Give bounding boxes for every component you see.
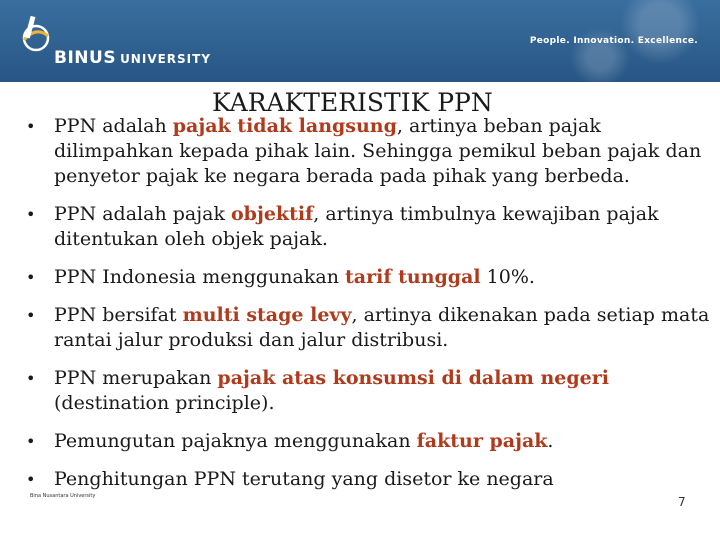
- bullet-item: [24, 366, 714, 416]
- bullet-highlight: objektif: [231, 203, 314, 225]
- bullet-dot-icon: •: [26, 268, 36, 287]
- footer-org: Bina Nusantara University: [30, 493, 96, 499]
- bullet-text-continued: .: [547, 430, 554, 452]
- bullet-text: PPN Indonesia menggunakan: [54, 266, 345, 288]
- tagline: People. Innovation. Excellence.: [529, 36, 698, 46]
- bullet-item: [24, 467, 714, 492]
- bullet-text: PPN adalah pajak: [54, 203, 231, 225]
- bullet-dot-icon: •: [26, 369, 36, 388]
- bullet-text: PPN adalah: [54, 115, 173, 137]
- bullet-dot-icon: •: [26, 470, 36, 489]
- bullet-dot-icon: •: [26, 306, 36, 325]
- bullet-dot-icon: •: [26, 432, 36, 451]
- bullet-text: PPN bersifat: [54, 304, 183, 326]
- bullet-text: Pemungutan pajaknya menggunakan: [54, 430, 417, 452]
- bullet-highlight: pajak atas konsumsi di dalam negeri: [217, 367, 609, 389]
- logo-emblem-icon: [14, 14, 58, 58]
- bullet-dot-icon: •: [26, 205, 36, 224]
- binus-logo: [14, 14, 214, 70]
- bullet-text-continued: , artinya dikenakan pada setiap mata rantai jalur produksi dan jalur distribusi.: [54, 304, 710, 351]
- logo-name: BINUS: [54, 48, 117, 68]
- bullet-item: [24, 303, 714, 353]
- logo-sub: UNIVERSITY: [120, 52, 212, 66]
- bullet-item: [24, 114, 714, 189]
- bullet-dot-icon: •: [26, 117, 36, 136]
- bullet-text-continued: 10%.: [480, 266, 535, 288]
- bullet-item: [24, 202, 714, 252]
- bullet-highlight: multi stage levy: [182, 304, 352, 326]
- bullet-highlight: faktur pajak: [416, 430, 548, 452]
- bullet-item: [24, 265, 714, 290]
- bullet-highlight: tarif tunggal: [345, 266, 481, 288]
- bullet-text-continued: (destination principle).: [54, 392, 275, 414]
- bullet-text: PPN merupakan: [54, 367, 218, 389]
- bullet-text: Penghitungan PPN terutang yang disetor ke negara: [54, 468, 554, 490]
- bullet-item: [24, 429, 714, 454]
- page-number: 7: [678, 495, 686, 509]
- header-banner: [0, 0, 720, 82]
- slide-title: KARAKTERISTIK PPN: [212, 88, 493, 117]
- logo-text: [54, 48, 211, 68]
- bullet-highlight: pajak tidak langsung: [172, 115, 397, 137]
- bullet-text-continued: , artinya timbulnya kewajiban pajak ditentukan oleh objek pajak.: [54, 203, 659, 250]
- bullet-text-continued: , artinya beban pajak dilimpahkan kepada pihak lain. Sehingga pemikul beban pajak dan penyetor pajak ke negara berada pada pihak yang berbeda.: [54, 115, 702, 187]
- bullet-list: [24, 114, 714, 505]
